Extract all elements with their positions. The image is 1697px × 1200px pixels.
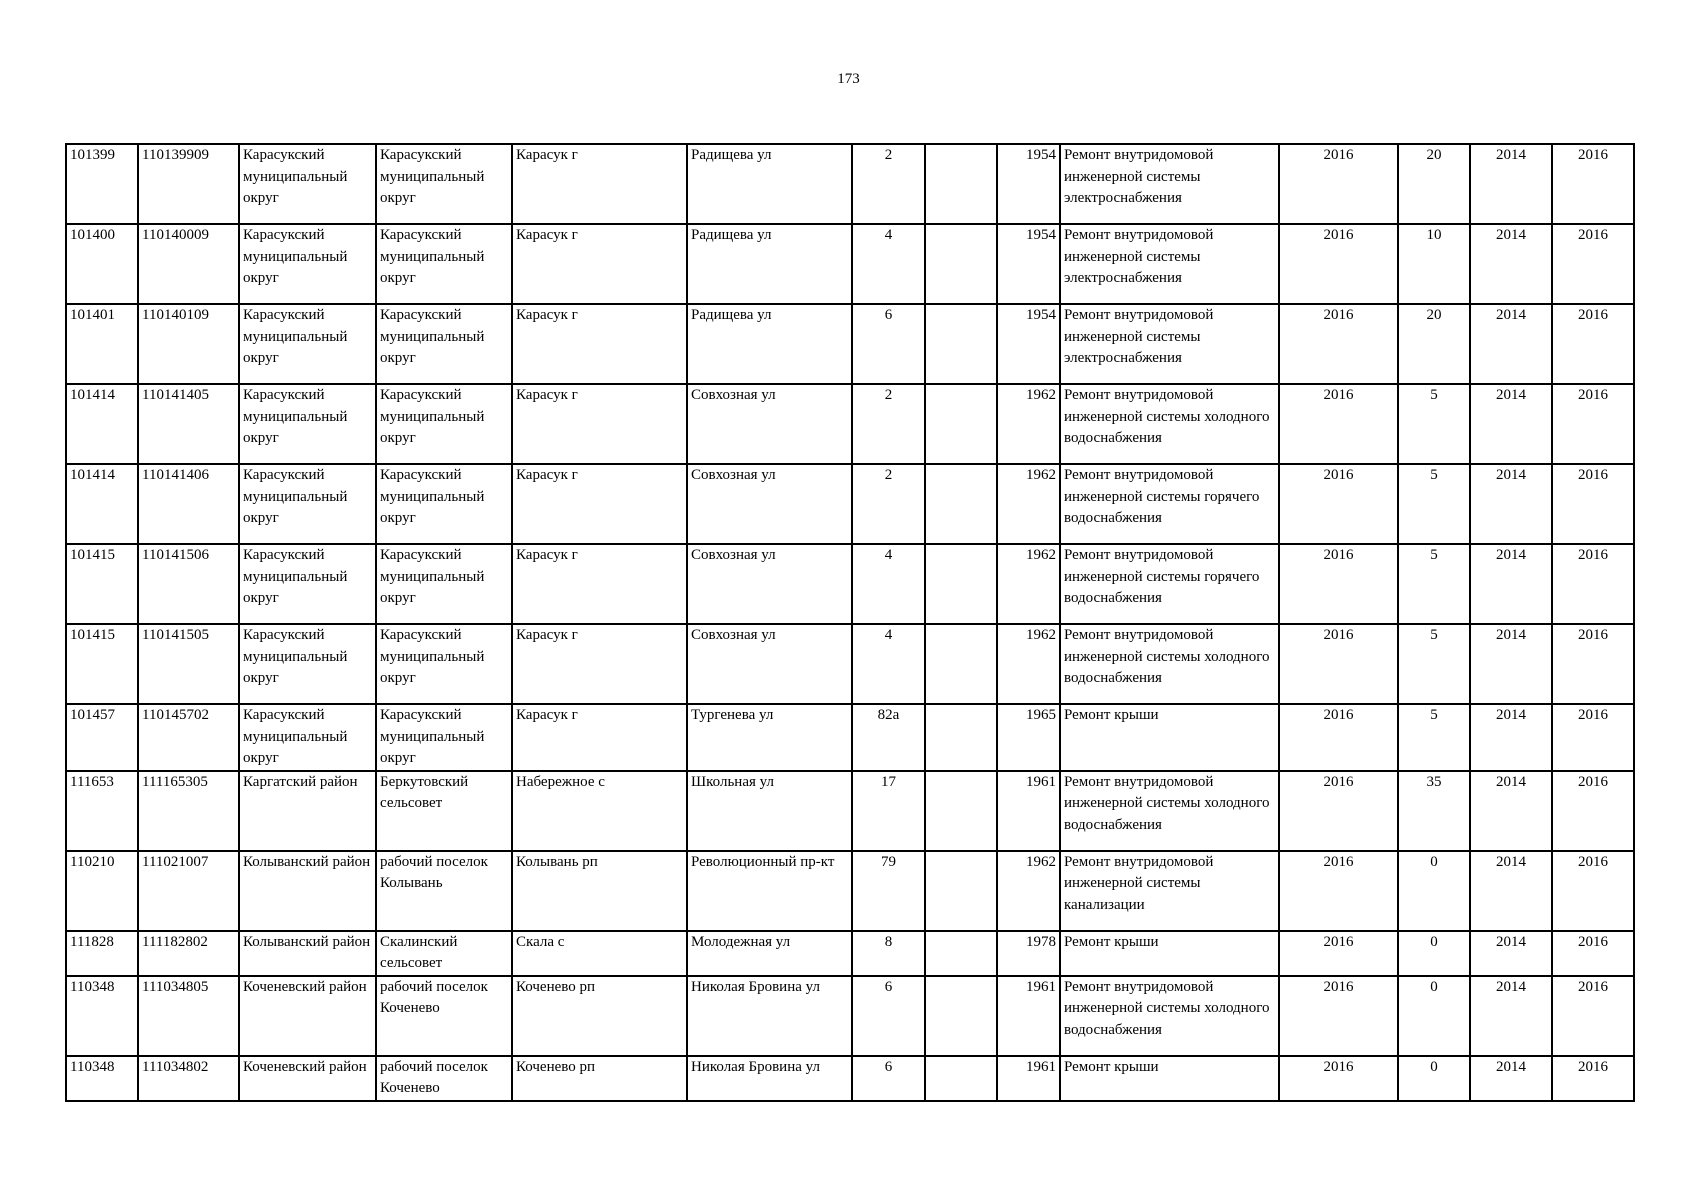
next-repair-year-cell: 2016 (1552, 851, 1634, 931)
wear-percent-cell: 5 (1398, 384, 1470, 464)
work-id-cell: 111165305 (138, 771, 239, 851)
street-cell: Радищева ул (687, 144, 852, 224)
wear-percent-cell: 5 (1398, 624, 1470, 704)
next-repair-year-cell: 2016 (1552, 624, 1634, 704)
wear-percent-cell: 0 (1398, 851, 1470, 931)
municipal-district-cell: Колыванский район (239, 931, 376, 976)
building-cell (925, 304, 997, 384)
street-cell: Школьная ул (687, 771, 852, 851)
municipality-cell: рабочий поселок Колывань (376, 851, 512, 931)
planned-year-cell: 2016 (1279, 1056, 1398, 1101)
build-year-cell: 1954 (997, 144, 1060, 224)
last-survey-year-cell: 2014 (1470, 624, 1552, 704)
work-type-cell: Ремонт внутридомовой инженерной системы холодного водоснабжения (1060, 624, 1279, 704)
planned-year-cell: 2016 (1279, 976, 1398, 1056)
work-id-cell: 110141505 (138, 624, 239, 704)
house-number-cell: 4 (852, 624, 925, 704)
settlement-cell: Карасук г (512, 304, 687, 384)
house-id-cell: 110210 (66, 851, 138, 931)
settlement-cell: Карасук г (512, 384, 687, 464)
planned-year-cell: 2016 (1279, 304, 1398, 384)
planned-year-cell: 2016 (1279, 544, 1398, 624)
next-repair-year-cell: 2016 (1552, 976, 1634, 1056)
last-survey-year-cell: 2014 (1470, 976, 1552, 1056)
build-year-cell: 1954 (997, 224, 1060, 304)
street-cell: Радищева ул (687, 224, 852, 304)
house-number-cell: 2 (852, 144, 925, 224)
building-cell (925, 544, 997, 624)
last-survey-year-cell: 2014 (1470, 931, 1552, 976)
table-row (66, 931, 1634, 976)
work-id-cell: 110141405 (138, 384, 239, 464)
work-type-cell: Ремонт внутридомовой инженерной системы канализации (1060, 851, 1279, 931)
house-number-cell: 6 (852, 304, 925, 384)
next-repair-year-cell: 2016 (1552, 544, 1634, 624)
planned-year-cell: 2016 (1279, 144, 1398, 224)
municipal-district-cell: Каргатский район (239, 771, 376, 851)
municipal-district-cell: Коченевский район (239, 976, 376, 1056)
municipal-district-cell: Карасукский муниципальный округ (239, 144, 376, 224)
last-survey-year-cell: 2014 (1470, 544, 1552, 624)
house-number-cell: 6 (852, 976, 925, 1056)
next-repair-year-cell: 2016 (1552, 384, 1634, 464)
settlement-cell: Карасук г (512, 144, 687, 224)
table-row (66, 771, 1634, 851)
settlement-cell: Набережное с (512, 771, 687, 851)
street-cell: Совхозная ул (687, 624, 852, 704)
municipal-district-cell: Карасукский муниципальный округ (239, 384, 376, 464)
street-cell: Совхозная ул (687, 384, 852, 464)
street-cell: Тургенева ул (687, 704, 852, 771)
house-number-cell: 2 (852, 464, 925, 544)
house-id-cell: 111828 (66, 931, 138, 976)
planned-year-cell: 2016 (1279, 464, 1398, 544)
house-number-cell: 79 (852, 851, 925, 931)
wear-percent-cell: 0 (1398, 976, 1470, 1056)
work-id-cell: 110141506 (138, 544, 239, 624)
building-cell (925, 224, 997, 304)
municipality-cell: Карасукский муниципальный округ (376, 464, 512, 544)
next-repair-year-cell: 2016 (1552, 1056, 1634, 1101)
municipality-cell: Карасукский муниципальный округ (376, 384, 512, 464)
municipality-cell: рабочий поселок Коченево (376, 976, 512, 1056)
street-cell: Радищева ул (687, 304, 852, 384)
table-row (66, 624, 1634, 704)
municipality-cell: рабочий поселок Коченево (376, 1056, 512, 1101)
table-row (66, 1056, 1634, 1101)
street-cell: Революционный пр-кт (687, 851, 852, 931)
wear-percent-cell: 35 (1398, 771, 1470, 851)
build-year-cell: 1962 (997, 384, 1060, 464)
wear-percent-cell: 0 (1398, 931, 1470, 976)
planned-year-cell: 2016 (1279, 704, 1398, 771)
house-number-cell: 17 (852, 771, 925, 851)
table-row (66, 976, 1634, 1056)
wear-percent-cell: 5 (1398, 704, 1470, 771)
building-cell (925, 931, 997, 976)
house-id-cell: 101399 (66, 144, 138, 224)
building-cell (925, 144, 997, 224)
planned-year-cell: 2016 (1279, 384, 1398, 464)
work-type-cell: Ремонт внутридомовой инженерной системы электроснабжения (1060, 224, 1279, 304)
settlement-cell: Коченево рп (512, 1056, 687, 1101)
work-id-cell: 110140109 (138, 304, 239, 384)
wear-percent-cell: 5 (1398, 464, 1470, 544)
settlement-cell: Колывань рп (512, 851, 687, 931)
house-id-cell: 101457 (66, 704, 138, 771)
work-type-cell: Ремонт внутридомовой инженерной системы холодного водоснабжения (1060, 384, 1279, 464)
municipal-district-cell: Карасукский муниципальный округ (239, 624, 376, 704)
work-type-cell: Ремонт внутридомовой инженерной системы электроснабжения (1060, 304, 1279, 384)
last-survey-year-cell: 2014 (1470, 304, 1552, 384)
work-id-cell: 111182802 (138, 931, 239, 976)
house-id-cell: 101415 (66, 544, 138, 624)
build-year-cell: 1961 (997, 771, 1060, 851)
next-repair-year-cell: 2016 (1552, 771, 1634, 851)
next-repair-year-cell: 2016 (1552, 704, 1634, 771)
table-row (66, 224, 1634, 304)
build-year-cell: 1965 (997, 704, 1060, 771)
wear-percent-cell: 20 (1398, 144, 1470, 224)
table-row (66, 544, 1634, 624)
work-id-cell: 111021007 (138, 851, 239, 931)
house-id-cell: 101401 (66, 304, 138, 384)
settlement-cell: Карасук г (512, 224, 687, 304)
municipal-district-cell: Карасукский муниципальный округ (239, 464, 376, 544)
wear-percent-cell: 20 (1398, 304, 1470, 384)
table-row (66, 704, 1634, 771)
work-type-cell: Ремонт внутридомовой инженерной системы горячего водоснабжения (1060, 544, 1279, 624)
planned-year-cell: 2016 (1279, 931, 1398, 976)
table-row (66, 384, 1634, 464)
building-cell (925, 851, 997, 931)
house-number-cell: 2 (852, 384, 925, 464)
settlement-cell: Карасук г (512, 704, 687, 771)
last-survey-year-cell: 2014 (1470, 771, 1552, 851)
build-year-cell: 1954 (997, 304, 1060, 384)
next-repair-year-cell: 2016 (1552, 931, 1634, 976)
house-number-cell: 82а (852, 704, 925, 771)
next-repair-year-cell: 2016 (1552, 224, 1634, 304)
house-id-cell: 101415 (66, 624, 138, 704)
street-cell: Совхозная ул (687, 544, 852, 624)
street-cell: Николая Бровина ул (687, 1056, 852, 1101)
building-cell (925, 624, 997, 704)
page-number: 173 (837, 71, 860, 87)
work-id-cell: 110145702 (138, 704, 239, 771)
next-repair-year-cell: 2016 (1552, 304, 1634, 384)
last-survey-year-cell: 2014 (1470, 384, 1552, 464)
house-number-cell: 4 (852, 224, 925, 304)
table-row (66, 144, 1634, 224)
work-type-cell: Ремонт крыши (1060, 1056, 1279, 1101)
building-cell (925, 384, 997, 464)
municipality-cell: Беркутовский сельсовет (376, 771, 512, 851)
work-id-cell: 110140009 (138, 224, 239, 304)
municipal-district-cell: Карасукский муниципальный округ (239, 544, 376, 624)
build-year-cell: 1962 (997, 544, 1060, 624)
last-survey-year-cell: 2014 (1470, 144, 1552, 224)
planned-year-cell: 2016 (1279, 771, 1398, 851)
work-type-cell: Ремонт крыши (1060, 704, 1279, 771)
municipal-district-cell: Колыванский район (239, 851, 376, 931)
table-row (66, 464, 1634, 544)
house-id-cell: 101414 (66, 464, 138, 544)
table-row (66, 851, 1634, 931)
work-id-cell: 110141406 (138, 464, 239, 544)
building-cell (925, 771, 997, 851)
municipality-cell: Карасукский муниципальный округ (376, 304, 512, 384)
build-year-cell: 1962 (997, 851, 1060, 931)
work-type-cell: Ремонт внутридомовой инженерной системы электроснабжения (1060, 144, 1279, 224)
municipality-cell: Карасукский муниципальный округ (376, 624, 512, 704)
house-id-cell: 111653 (66, 771, 138, 851)
wear-percent-cell: 0 (1398, 1056, 1470, 1101)
street-cell: Николая Бровина ул (687, 976, 852, 1056)
work-id-cell: 111034802 (138, 1056, 239, 1101)
municipal-district-cell: Карасукский муниципальный округ (239, 224, 376, 304)
building-cell (925, 704, 997, 771)
work-type-cell: Ремонт крыши (1060, 931, 1279, 976)
house-number-cell: 4 (852, 544, 925, 624)
table-body (66, 144, 1634, 1101)
municipal-district-cell: Коченевский район (239, 1056, 376, 1101)
last-survey-year-cell: 2014 (1470, 224, 1552, 304)
settlement-cell: Карасук г (512, 624, 687, 704)
last-survey-year-cell: 2014 (1470, 851, 1552, 931)
build-year-cell: 1961 (997, 976, 1060, 1056)
municipal-district-cell: Карасукский муниципальный округ (239, 304, 376, 384)
settlement-cell: Скала с (512, 931, 687, 976)
build-year-cell: 1961 (997, 1056, 1060, 1101)
planned-year-cell: 2016 (1279, 851, 1398, 931)
street-cell: Совхозная ул (687, 464, 852, 544)
build-year-cell: 1962 (997, 464, 1060, 544)
work-type-cell: Ремонт внутридомовой инженерной системы холодного водоснабжения (1060, 771, 1279, 851)
build-year-cell: 1978 (997, 931, 1060, 976)
building-cell (925, 464, 997, 544)
house-id-cell: 101414 (66, 384, 138, 464)
next-repair-year-cell: 2016 (1552, 144, 1634, 224)
house-number-cell: 8 (852, 931, 925, 976)
street-cell: Молодежная ул (687, 931, 852, 976)
settlement-cell: Карасук г (512, 544, 687, 624)
house-number-cell: 6 (852, 1056, 925, 1101)
settlement-cell: Коченево рп (512, 976, 687, 1056)
house-id-cell: 110348 (66, 976, 138, 1056)
wear-percent-cell: 5 (1398, 544, 1470, 624)
municipality-cell: Карасукский муниципальный округ (376, 224, 512, 304)
house-id-cell: 110348 (66, 1056, 138, 1101)
work-type-cell: Ремонт внутридомовой инженерной системы горячего водоснабжения (1060, 464, 1279, 544)
municipal-district-cell: Карасукский муниципальный округ (239, 704, 376, 771)
planned-year-cell: 2016 (1279, 624, 1398, 704)
work-id-cell: 110139909 (138, 144, 239, 224)
work-type-cell: Ремонт внутридомовой инженерной системы холодного водоснабжения (1060, 976, 1279, 1056)
next-repair-year-cell: 2016 (1552, 464, 1634, 544)
last-survey-year-cell: 2014 (1470, 1056, 1552, 1101)
wear-percent-cell: 10 (1398, 224, 1470, 304)
repair-register-table (65, 143, 1635, 1102)
build-year-cell: 1962 (997, 624, 1060, 704)
work-id-cell: 111034805 (138, 976, 239, 1056)
municipality-cell: Карасукский муниципальный округ (376, 704, 512, 771)
municipality-cell: Скалинский сельсовет (376, 931, 512, 976)
settlement-cell: Карасук г (512, 464, 687, 544)
last-survey-year-cell: 2014 (1470, 464, 1552, 544)
table-row (66, 304, 1634, 384)
municipality-cell: Карасукский муниципальный округ (376, 544, 512, 624)
building-cell (925, 1056, 997, 1101)
last-survey-year-cell: 2014 (1470, 704, 1552, 771)
building-cell (925, 976, 997, 1056)
planned-year-cell: 2016 (1279, 224, 1398, 304)
house-id-cell: 101400 (66, 224, 138, 304)
municipality-cell: Карасукский муниципальный округ (376, 144, 512, 224)
